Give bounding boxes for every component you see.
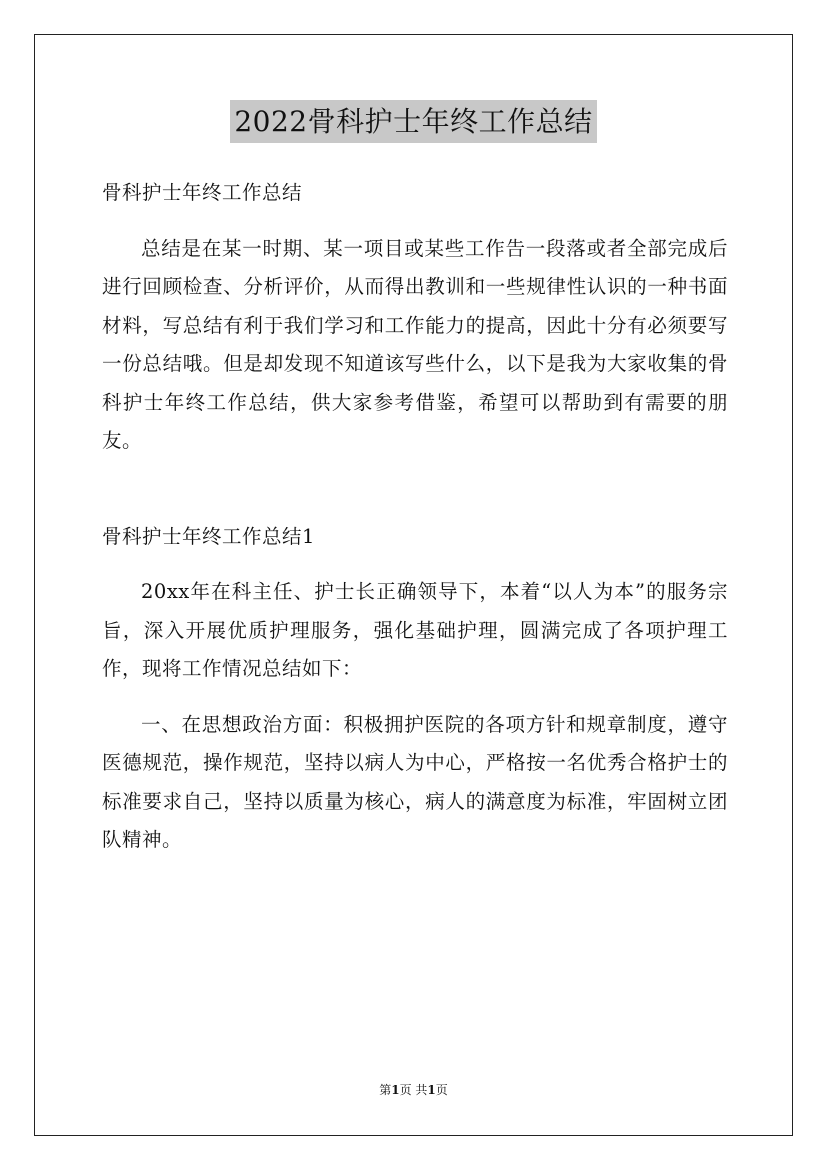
footer-page-number: 1 [391,1083,400,1097]
section-1-paragraph-1: 20xx年在科主任、护士长正确领导下，本着“以人为本”的服务宗旨，深入开展优质护理服务，强化基础护理，圆满完成了各项护理工作，现将工作情况总结如下： [102,580,728,680]
section-1-heading: 骨科护士年终工作总结1 [102,524,315,548]
page-footer [0,1082,827,1098]
footer-page-middle: 页 共 [399,1083,428,1097]
spacer [102,556,728,573]
spacer [102,213,728,230]
footer-page-suffix: 页 [435,1083,448,1097]
title-container [0,100,827,143]
document-body [102,174,728,860]
document-title: 2022骨科护士年终工作总结 [230,100,596,143]
section-1-paragraph-2: 一、在思想政治方面：积极拥护医院的各项方针和规章制度，遵守医德规范，操作规范，坚持以病人为中心，严格按一名优秀合格护士的标准要求自己，坚持以质量为核心，病人的满意度为标准，牢固树立团队精神。 [102,712,728,851]
intro-heading: 骨科护士年终工作总结 [102,181,303,204]
footer-page-prefix: 第 [379,1083,392,1097]
footer-page-total: 1 [427,1083,436,1097]
spacer [102,689,728,706]
intro-paragraph: 总结是在某一时期、某一项目或某些工作告一段落或者全部完成后进行回顾检查、分析评价，从而得出教训和一些规律性认识的一种书面材料，写总结有利于我们学习和工作能力的提高，因此十分有必须要写一份总结哦。但是却发现不知道该写些什么，以下是我为大家收集的骨科护士年终工作总结，供大家参考借鉴，希望可以帮助到有需要的朋友。 [102,236,728,452]
spacer [102,461,728,518]
